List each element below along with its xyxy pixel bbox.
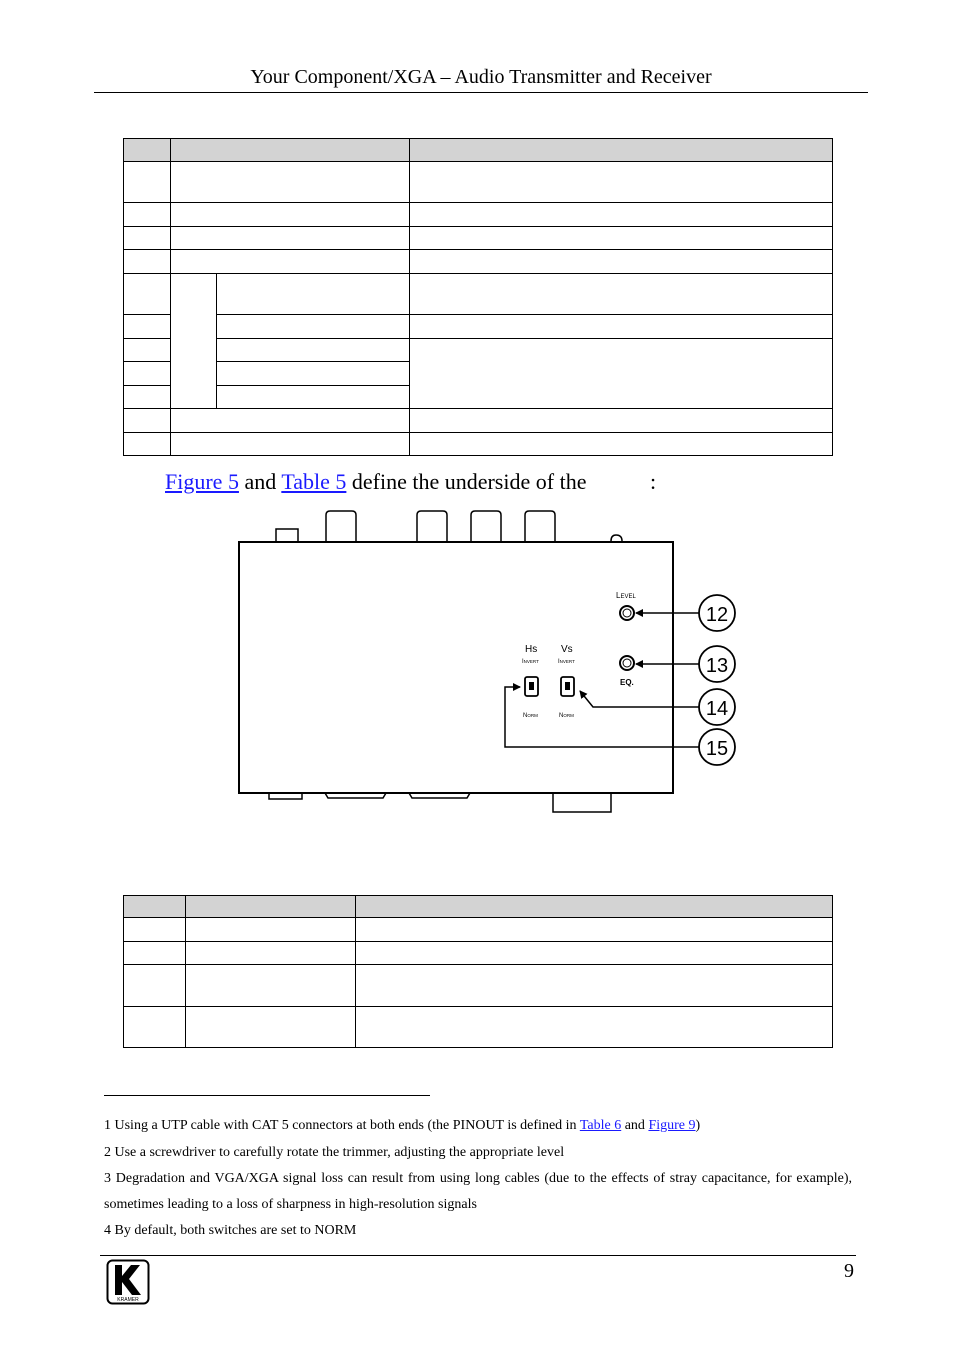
table-bottom <box>123 895 833 1048</box>
table-row <box>124 918 833 942</box>
bottom-connector <box>553 793 611 812</box>
kramer-logo-icon <box>106 1259 150 1305</box>
top-connector <box>525 511 555 541</box>
hs-norm-label: NORM <box>523 713 538 719</box>
logo-text: KRAMER <box>117 1297 139 1303</box>
top-connector <box>417 511 447 541</box>
intro-and: and <box>244 469 277 494</box>
vs-norm-label: NORM <box>559 713 574 719</box>
top-connector <box>326 511 356 541</box>
footnote-4: 4 By default, both switches are set to NORM <box>104 1223 357 1238</box>
callout-13-label: 13 <box>705 655 729 677</box>
figure-9-link[interactable]: Figure 9 <box>648 1118 696 1133</box>
callout-14-label: 14 <box>705 698 729 720</box>
header-title: Your Component/XGA – Audio Transmitter and Receiver <box>250 66 712 88</box>
footer-rule <box>100 1255 856 1256</box>
level-label: LEVEL <box>616 591 636 600</box>
vs-switch-toggle <box>565 682 570 690</box>
callout-15-label: 15 <box>705 738 729 760</box>
footnote-2: 2 Use a screwdriver to carefully rotate the trimmer, adjusting the appropriate level <box>104 1145 565 1160</box>
callout-12-label: 12 <box>705 604 729 626</box>
top-connector <box>276 529 298 542</box>
footnote-3: 3 Degradation and VGA/XGA signal loss can result from using long cables (due to the effects of stray capacitance, for example), sometimes leading to a loss of sharpness in high-resolution signals <box>104 1171 852 1212</box>
hs-invert-label: INVERT <box>522 659 539 665</box>
footnote-rule <box>104 1095 430 1096</box>
footnote-1: 1 Using a UTP cable with CAT 5 connectors at both ends (the PINOUT is defined in Table 6 and Figure 9) <box>104 1118 701 1133</box>
vs-invert-label: INVERT <box>558 659 575 665</box>
table-row <box>124 965 833 1007</box>
eq-label: EQ. <box>620 678 634 687</box>
page-number: 9 <box>844 1260 854 1282</box>
device-body <box>239 542 673 793</box>
top-connector <box>611 535 622 541</box>
intro-text: define the underside of the <box>351 469 587 494</box>
level-trimmer-icon <box>620 606 634 620</box>
figure-5-link[interactable]: Figure 5 <box>165 469 239 494</box>
table-5-link[interactable]: Table 5 <box>281 469 347 494</box>
table-6-link[interactable]: Table 6 <box>579 1118 622 1133</box>
hs-label: Hs <box>525 644 538 655</box>
table-row <box>124 1007 833 1048</box>
vs-label: Vs <box>561 644 573 655</box>
top-connector <box>471 511 501 541</box>
table-header-row <box>124 896 833 918</box>
table-row <box>124 942 833 965</box>
eq-trimmer-icon <box>620 656 634 670</box>
leader-14 <box>580 691 699 707</box>
intro-colon: : <box>649 469 657 494</box>
hs-switch-toggle <box>529 682 534 690</box>
